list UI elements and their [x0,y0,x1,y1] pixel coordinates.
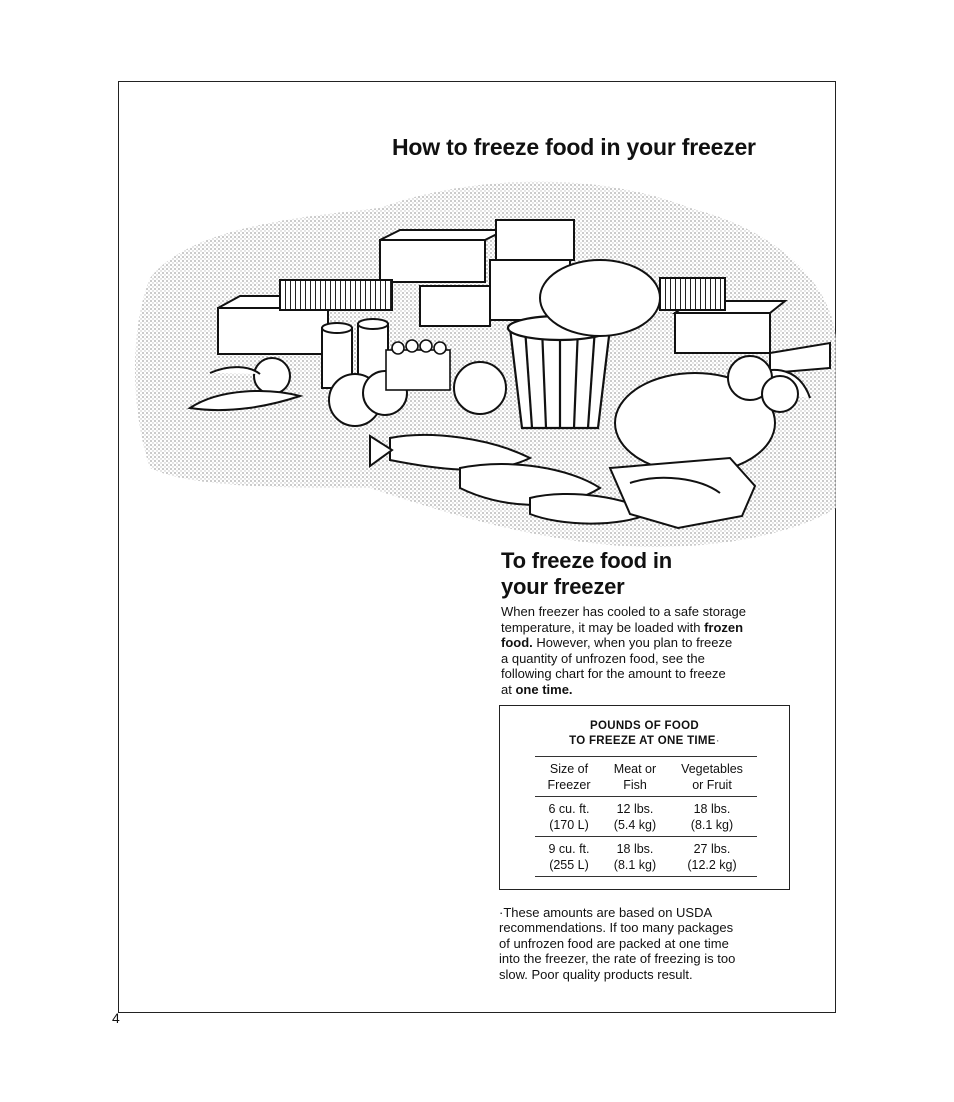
section-heading-line1: To freeze food in [501,548,672,573]
cell-vegetables: 18 lbs. (8.1 kg) [690,802,734,832]
frozen-food-illustration [130,168,836,554]
column-header-size: Size of Freezer [547,762,591,792]
section-heading-line2: your freezer [501,574,625,599]
page-title: How to freeze food in your freezer [392,134,756,160]
cell-meat: 12 lbs. (5.4 kg) [613,802,657,832]
footnote-line: of unfrozen food are packed at one time [499,935,729,951]
table-body [535,756,757,877]
bold-food: food. [501,635,533,651]
footnote-line: recommendations. If too many packages [499,920,734,936]
footnote-line: into the freezer, the rate of freezing is too [499,951,736,967]
cell-size: 6 cu. ft. (170 L) [548,802,590,832]
bold-frozen: frozen [704,619,744,635]
intro-line: at one time. [501,681,573,697]
intro-line: When freezer has cooled to a safe storage [501,604,746,619]
column-header-vegetables: Vegetables or Fruit [681,762,743,792]
table-heading-line2: TO FREEZE AT ONE TIME· [569,735,720,747]
table-heading-line1: POUNDS OF FOOD [590,720,699,732]
intro-line: a quantity of unfrozen food, see the [501,650,705,666]
bold-one-time: one time. [515,681,573,697]
column-header-meat: Meat or Fish [613,762,657,792]
table-row [535,797,757,836]
table-heading [500,719,789,749]
cell-vegetables: 27 lbs. (12.2 kg) [687,842,737,872]
table-header-row [535,757,757,796]
footnote-line: slow. Poor quality products result. [499,966,693,982]
footnote-line: ·These amounts are based on USDA [499,905,713,920]
intro-line: temperature, it may be loaded with frozen [501,619,744,635]
intro-paragraph [501,604,801,698]
freeze-amount-table [499,705,790,890]
section-heading [501,548,672,600]
intro-line: following chart for the amount to freeze [501,666,726,682]
table-rule [535,876,757,877]
footnote [499,905,799,982]
cell-size: 9 cu. ft. (255 L) [548,842,590,872]
intro-line: food. However, when you plan to freeze [501,635,733,651]
table-row [535,837,757,876]
cell-meat: 18 lbs. (8.1 kg) [613,842,657,872]
page-number: 4 [112,1010,120,1026]
